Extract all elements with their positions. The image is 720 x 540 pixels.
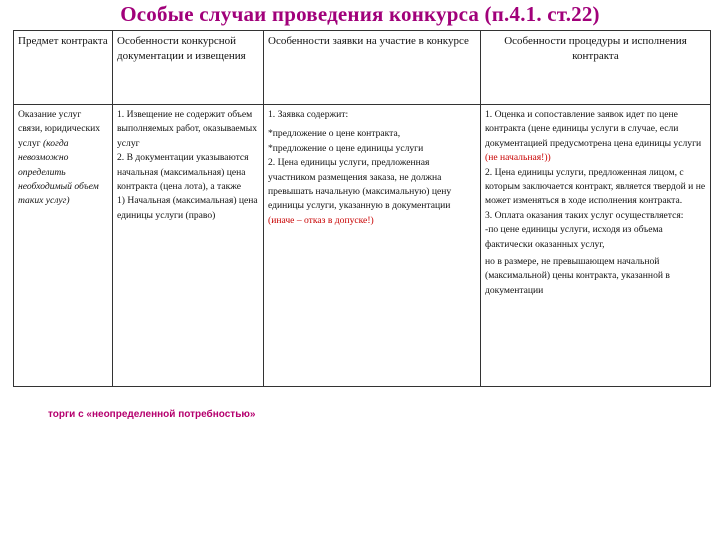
special-cases-table xyxy=(13,30,711,387)
procedure-item: 2. Цена единицы услуги, предложенная лицом, с которым заключается контракт, является твердой и не может изменяться в ходе исполнения контракта. xyxy=(485,166,706,207)
procedure-evaluation: 1. Оценка и сопоставление заявок идет по цене контракта (цене единицы услуги в случае, если документацией предусмотрена цена единицы услуги xyxy=(485,109,702,149)
cell-procedure xyxy=(481,105,711,387)
application-item: *предложение о цене единицы услуги xyxy=(268,142,424,154)
application-item: 1. Заявка содержит: xyxy=(268,109,349,120)
cell-subject xyxy=(14,105,113,387)
doc-item: 1. Извещение не содержит объем выполняемых работ, оказываемых услуг xyxy=(117,109,257,149)
table-row xyxy=(14,105,711,387)
refusal-warning: (иначе – отказ в допуске!) xyxy=(268,214,374,226)
procedure-item: 3. Оплата оказания таких услуг осуществляется: xyxy=(485,209,684,221)
footnote: торги с «неопределенной потребностью» xyxy=(48,409,256,420)
doc-item: 1) Начальная (максимальная) цена единицы услуги (право) xyxy=(117,195,258,221)
table-header-row xyxy=(14,31,711,105)
cell-documentation xyxy=(113,105,264,387)
application-item: 2. Цена единицы услуги, предложенная участником размещения заказа, не должна превышать начальную (максимальную) цену единицы услуги, указанную в документации xyxy=(268,157,452,212)
not-initial-highlight: (не начальная!)) xyxy=(485,152,551,164)
subject-note: (когда невозможно определить необходимый объем таких услуг) xyxy=(18,137,99,207)
header-documentation: Особенности конкурсной документации и извещения xyxy=(113,31,264,105)
header-subject: Предмет контракта xyxy=(14,31,113,105)
procedure-item xyxy=(485,108,706,166)
doc-item: 2. В документации указываются начальная (максимальная) цена контракта (цена лота), а также xyxy=(117,152,249,192)
procedure-item: -по цене единицы услуги, исходя из объема фактически оказанных услуг, xyxy=(485,224,663,250)
subject-main: Оказание услуг связи, юридических услуг xyxy=(18,109,101,149)
cell-application xyxy=(264,105,481,387)
header-procedure: Особенности процедуры и исполнения контракта xyxy=(481,31,711,105)
header-application: Особенности заявки на участие в конкурсе xyxy=(264,31,481,105)
page-title: Особые случаи проведения конкурса (п.4.1. ст.22) xyxy=(120,2,600,26)
application-item: *предложение о цене контракта, xyxy=(268,128,401,140)
procedure-item: но в размере, не превышающем начальной (максимальной) цены контракта, указанной в документации xyxy=(485,255,670,296)
